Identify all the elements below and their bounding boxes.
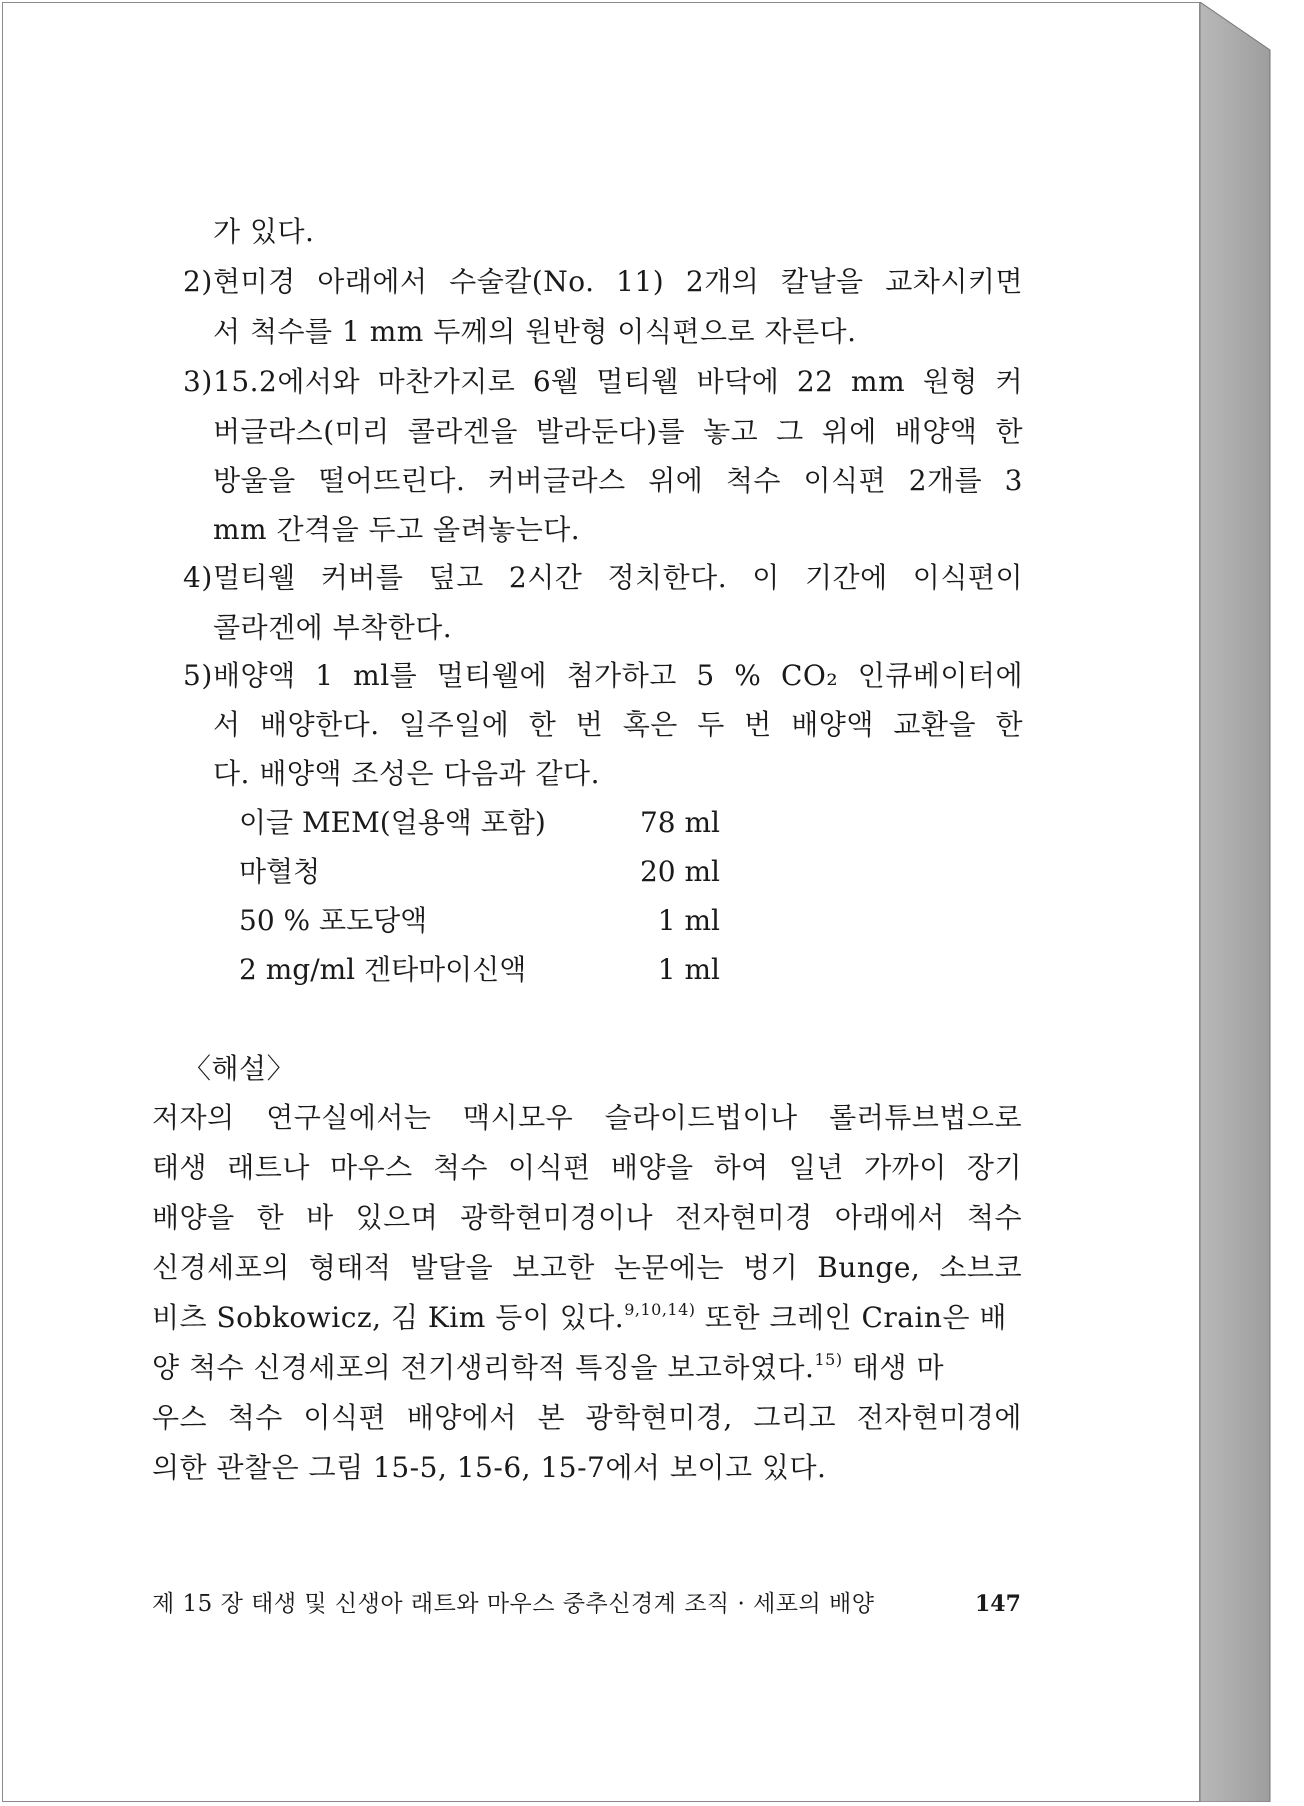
step-3-line-1: 15.2에서와 마찬가지로 6웰 멀티웰 바닥에 22 mm 원형 커 xyxy=(213,365,1023,398)
recipe-item-name: 마혈청 xyxy=(239,855,321,888)
commentary-line-5 xyxy=(152,1298,1022,1338)
running-footer-chapter: 제 15 장 태생 및 신생아 래트와 마우스 중추신경계 조직 · 세포의 배양 xyxy=(152,1591,875,1617)
step-5-line-1: 배양액 1 ml를 멀티웰에 첨가하고 5 % CO₂ 인큐베이터에 xyxy=(213,659,1023,692)
recipe-item-amount: 20 ml xyxy=(639,855,720,888)
commentary-line-5-start: 비츠 Sobkowicz, 김 Kim 등이 있다. xyxy=(152,1301,625,1334)
citation-superscript: 9,10,14) xyxy=(624,1300,696,1319)
commentary-line-7: 우스 척수 이식편 배양에서 본 광학현미경, 그리고 전자현미경에 xyxy=(152,1401,1022,1434)
step-4-line-1: 멀티웰 커버를 덮고 2시간 정치한다. 이 기간에 이식편이 xyxy=(213,561,1023,594)
commentary-line-2: 태생 래트나 마우스 척수 이식편 배양을 하여 일년 가까이 장기 xyxy=(152,1151,1022,1184)
recipe-item-amount: 78 ml xyxy=(639,806,720,839)
commentary-line-5-end: 또한 크레인 Crain은 배 xyxy=(695,1301,1007,1334)
commentary-line-6-start: 양 척수 신경세포의 전기생리학적 특징을 보고하였다. xyxy=(152,1351,815,1384)
step-4-line-2: 콜라겐에 부착한다. xyxy=(213,611,453,644)
step-3-number: 3) xyxy=(183,365,213,398)
step-continuation: 가 있다. xyxy=(213,215,315,248)
step-2-line-1: 현미경 아래에서 수술칼(No. 11) 2개의 칼날을 교차시키면 xyxy=(213,265,1023,298)
recipe-item-amount: 1 ml xyxy=(657,904,720,937)
step-2-number: 2) xyxy=(183,265,213,298)
commentary-line-6 xyxy=(152,1348,1022,1388)
commentary-line-8: 의한 관찰은 그림 15-5, 15-6, 15-7에서 보이고 있다. xyxy=(152,1451,827,1484)
recipe-item-amount: 1 ml xyxy=(657,953,720,986)
step-4-number: 4) xyxy=(183,561,213,594)
page-number: 147 xyxy=(975,1591,1021,1617)
step-3-line-3: 방울을 떨어뜨린다. 커버글라스 위에 척수 이식편 2개를 3 xyxy=(213,464,1023,497)
commentary-line-1: 저자의 연구실에서는 맥시모우 슬라이드법이나 롤러튜브법으로 xyxy=(152,1101,1022,1134)
book-page-edge xyxy=(1200,2,1302,1802)
step-3-line-4: mm 간격을 두고 올려놓는다. xyxy=(213,513,581,546)
recipe-item-name: 2 mg/ml 겐타마이신액 xyxy=(239,953,527,986)
commentary-heading: 〈해설〉 xyxy=(183,1052,296,1085)
step-2-line-2: 서 척수를 1 mm 두께의 원반형 이식편으로 자른다. xyxy=(213,315,857,348)
citation-superscript: 15) xyxy=(814,1350,843,1369)
step-3-line-2: 버글라스(미리 콜라겐을 발라둔다)를 놓고 그 위에 배양액 한 xyxy=(213,415,1023,448)
step-5-line-2: 서 배양한다. 일주일에 한 번 혹은 두 번 배양액 교환을 한 xyxy=(213,708,1023,741)
recipe-item-name: 50 % 포도당액 xyxy=(239,904,428,937)
step-5-number: 5) xyxy=(183,659,213,692)
commentary-line-3: 배양을 한 바 있으며 광학현미경이나 전자현미경 아래에서 척수 xyxy=(152,1201,1022,1234)
recipe-item-name: 이글 MEM(얼용액 포함) xyxy=(239,806,546,839)
commentary-line-4: 신경세포의 형태적 발달을 보고한 논문에는 벙기 Bunge, 소브코 xyxy=(152,1251,1022,1284)
commentary-line-6-end: 태생 마 xyxy=(842,1351,945,1384)
step-5-line-3: 다. 배양액 조성은 다음과 같다. xyxy=(213,757,600,790)
